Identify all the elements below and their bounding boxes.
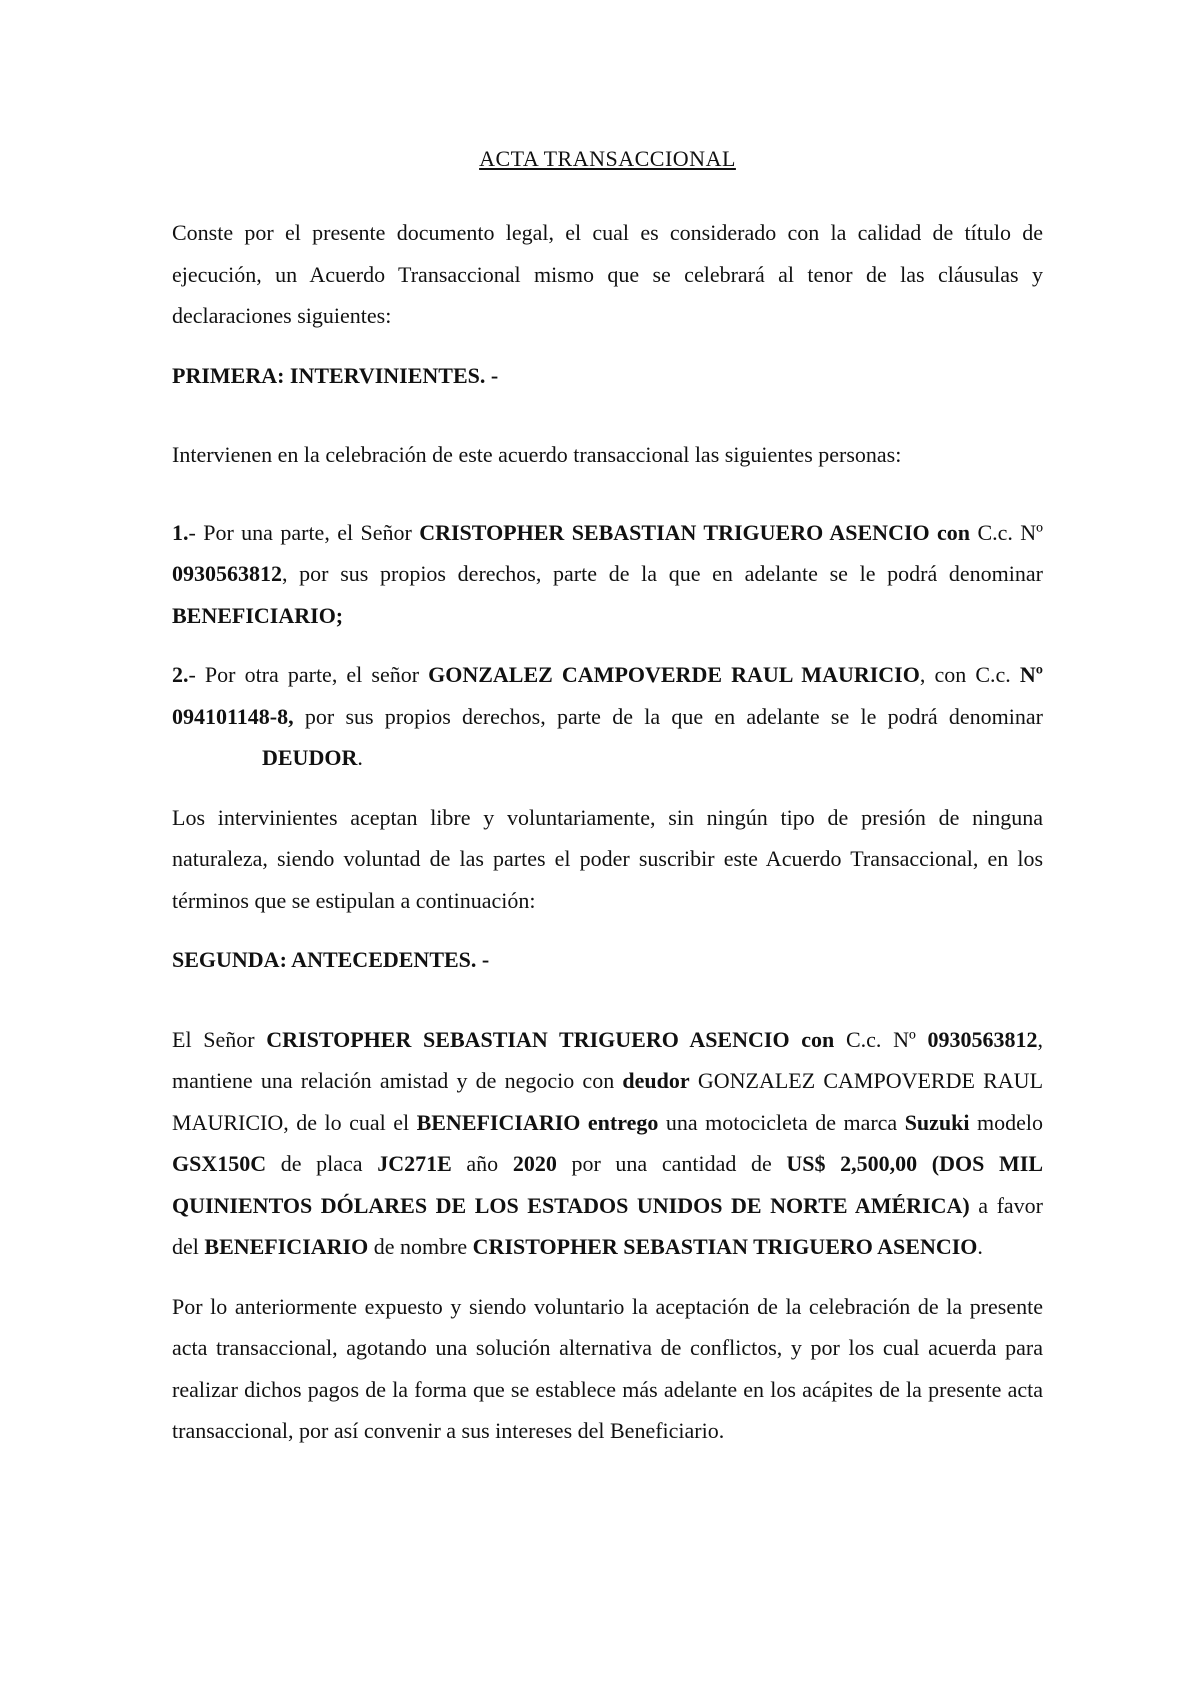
conclusion-paragraph: Por lo anteriormente expuesto y siendo voluntario la aceptación de la celebración de la presente acta transaccional, agotando una solución alternativa de conflictos, y por los cual acuerda para realizar dichos pagos de la forma que se establece más adelante en los acápites de la presente acta transaccional, por así convenir a sus intereses del Beneficiario. xyxy=(172,1293,1043,1443)
party-1-role: BENEFICIARIO; xyxy=(172,602,344,628)
party-1-text-c: , por sus propios derechos, parte de la que en adelante se le podrá denominar xyxy=(282,561,1043,586)
antecedentes-bold-10: BENEFICIARIO xyxy=(204,1234,369,1259)
antecedentes-text-5: una motocicleta de marca xyxy=(658,1109,905,1135)
antecedentes-text-6: modelo xyxy=(969,1109,1043,1135)
intro-paragraph: Conste por el presente documento legal, el cual es considerado con la calidad de título de ejecución, un Acuerdo Transaccional mismo que se celebrará al tenor de las cláusulas y declaraciones siguientes: xyxy=(172,220,1043,328)
antecedentes-text-7: de placa xyxy=(266,1151,378,1176)
antecedentes-text-2: C.c. Nº xyxy=(834,1026,928,1052)
antecedentes-text-1: El Señor xyxy=(172,1026,267,1052)
party-1-id: 0930563812 xyxy=(172,561,282,586)
party-2-paragraph xyxy=(172,654,1043,779)
antecedentes-bold-3: deudor xyxy=(622,1068,690,1093)
party-2-number: 2. xyxy=(172,662,189,687)
section-heading-primera: PRIMERA: INTERVINIENTES. - xyxy=(172,362,499,388)
antecedentes-bold-8: 2020 xyxy=(512,1151,557,1176)
section-heading-segunda: SEGUNDA: ANTECEDENTES. - xyxy=(172,947,490,972)
antecedentes-bold-11: CRISTOPHER SEBASTIAN TRIGUERO ASENCIO xyxy=(472,1234,978,1259)
antecedentes-text-8: año xyxy=(451,1151,513,1176)
antecedentes-text-11: de nombre xyxy=(368,1234,473,1259)
antecedentes-bold-1: CRISTOPHER SEBASTIAN TRIGUERO ASENCIO con xyxy=(266,1026,835,1052)
party-1-text-b: C.c. Nº xyxy=(970,519,1043,545)
antecedentes-bold-2: 0930563812 xyxy=(927,1026,1038,1052)
party-1-text-a: - Por una parte, el Señor xyxy=(188,519,420,545)
document-title: ACTA TRANSACCIONAL xyxy=(479,146,736,171)
party-2-role: DEUDOR xyxy=(262,745,358,770)
party-2-id: Nº 094101148-8, xyxy=(172,662,1044,729)
antecedentes-bold-5: Suzuki xyxy=(904,1109,970,1135)
party-1-paragraph xyxy=(172,512,1043,637)
antecedentes-paragraph xyxy=(172,1019,1043,1268)
antecedentes-text-10: a favor del xyxy=(172,1192,1043,1259)
party-2-text-a: - Por otra parte, el señor xyxy=(188,662,429,687)
antecedentes-text-9: por una cantidad de xyxy=(556,1151,787,1176)
party-1-name: CRISTOPHER SEBASTIAN TRIGUERO ASENCIO con xyxy=(419,519,971,545)
antecedentes-text-4: GONZALEZ CAMPOVERDE RAUL MAURICIO, de lo cual el xyxy=(172,1068,1044,1135)
party-2-text-b: , con C.c. xyxy=(919,662,1020,687)
intervienen-paragraph: Intervienen en la celebración de este acuerdo transaccional las siguientes personas: xyxy=(172,442,902,467)
party-2-name: GONZALEZ CAMPOVERDE RAUL MAURICIO xyxy=(428,662,920,687)
antecedentes-bold-7: JC271E xyxy=(377,1151,452,1176)
party-2-end: . xyxy=(357,745,363,770)
antecedentes-text-12: . xyxy=(977,1234,983,1259)
antecedentes-bold-6: GSX150C xyxy=(172,1151,267,1176)
antecedentes-bold-9: US$ 2,500,00 (DOS MIL QUINIENTOS DÓLARES DE LOS ESTADOS UNIDOS DE NORTE AMÉRICA) xyxy=(172,1151,1044,1218)
antecedentes-text-3: , mantiene una relación amistad y de negocio con xyxy=(172,1026,1043,1093)
party-2-text-c: por sus propios derechos, parte de la que en adelante se le podrá denominar xyxy=(293,703,1043,729)
party-1-number: 1. xyxy=(172,519,189,545)
aceptan-paragraph: Los intervinientes aceptan libre y voluntariamente, sin ningún tipo de presión de ninguna naturaleza, siendo voluntad de las partes el poder suscribir este Acuerdo Transaccional, en los términos que se estipulan a continuación: xyxy=(172,804,1043,913)
antecedentes-bold-4: BENEFICIARIO entrego xyxy=(416,1109,659,1135)
